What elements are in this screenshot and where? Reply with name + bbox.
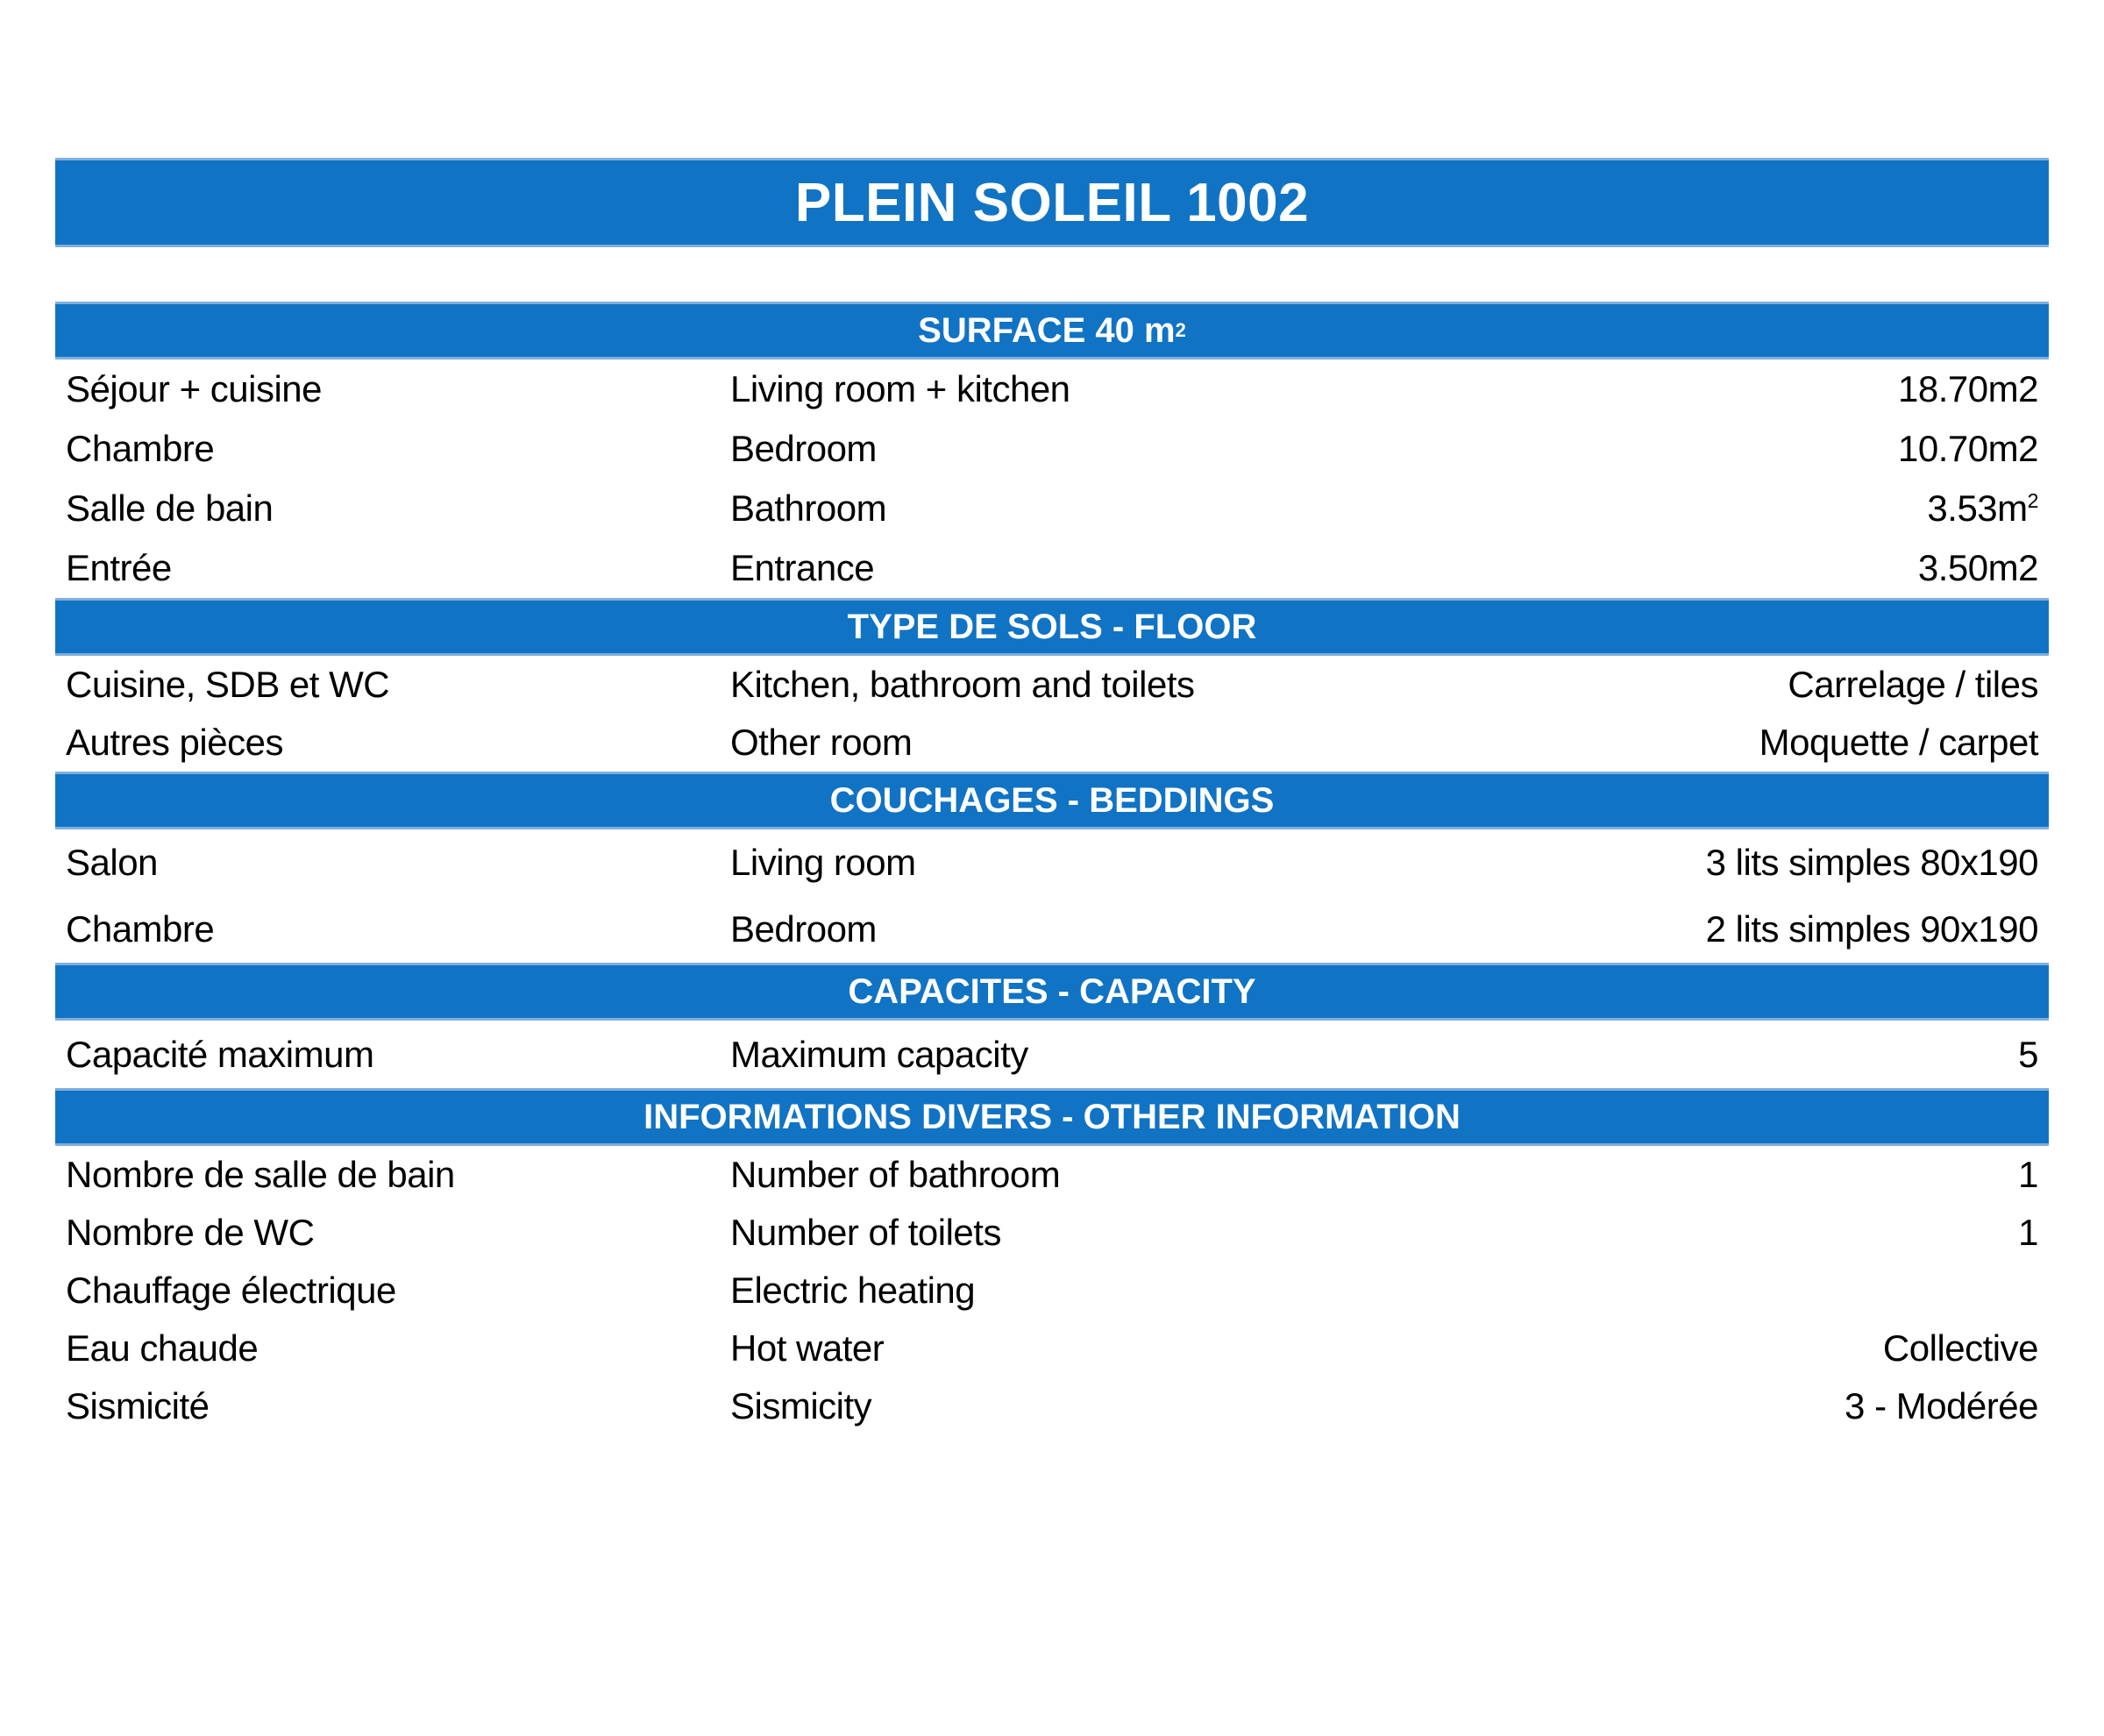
section-header-label: COUCHAGES - BEDDINGS (829, 780, 1275, 820)
section-floor (55, 598, 2049, 772)
row-label-en: Entrance (730, 547, 875, 588)
row-value: 1 (2018, 1212, 2038, 1253)
row-label-fr: Cuisine, SDB et WC (66, 664, 390, 705)
row-label-fr: Nombre de WC (66, 1212, 315, 1253)
section-header-label: CAPACITES - CAPACITY (848, 971, 1256, 1011)
row-value: 3 - Modérée (1845, 1385, 2038, 1427)
row-value: 1 (2018, 1154, 2038, 1195)
row-value: 18.70m2 (1898, 368, 2038, 409)
page-title: PLEIN SOLEIL 1002 (794, 172, 1310, 233)
section-rows (55, 1146, 2049, 1435)
row-label-fr: Sismicité (66, 1385, 210, 1427)
row-label-en: Kitchen, bathroom and toilets (730, 664, 1195, 705)
row-label-fr: Autres pièces (66, 722, 283, 763)
row-label-en: Number of bathroom (730, 1154, 1061, 1195)
row-label-en: Bathroom (730, 487, 887, 529)
section-rows (55, 829, 2049, 963)
row-value: Carrelage / tiles (1788, 664, 2038, 705)
row-label-fr: Salle de bain (66, 487, 274, 529)
row-label-en: Electric heating (730, 1270, 976, 1311)
row-label-fr: Chauffage électrique (66, 1270, 396, 1311)
section-other-information (55, 1088, 2049, 1435)
table-row (55, 1377, 2049, 1435)
table-row (55, 1021, 2049, 1088)
section-rows (55, 359, 2049, 598)
table-row (55, 896, 2049, 963)
row-label-fr: Eau chaude (66, 1327, 259, 1369)
row-value-superscript: 2 (2027, 489, 2038, 512)
row-label-fr: Chambre (66, 428, 215, 469)
table-row (55, 1204, 2049, 1262)
row-value: Moquette / carpet (1759, 722, 2038, 763)
table-row (55, 714, 2049, 772)
row-label-fr: Nombre de salle de bain (66, 1154, 455, 1195)
section-header-other-information (55, 1088, 2049, 1146)
row-label-fr: Salon (66, 842, 158, 883)
table-row (55, 1320, 2049, 1377)
title-bar (55, 158, 2049, 247)
section-header-capacity (55, 963, 2049, 1021)
row-value: 2 lits simples 90x190 (1705, 908, 2038, 950)
table-row (55, 1262, 2049, 1320)
row-value: 3.50m2 (1917, 547, 2038, 588)
row-label-en: Number of toilets (730, 1212, 1001, 1253)
apartment-fact-sheet (55, 158, 2049, 1435)
section-header-label: INFORMATIONS DIVERS - OTHER INFORMATION (643, 1097, 1461, 1136)
row-label-en: Bedroom (730, 428, 877, 469)
row-label-en: Other room (730, 722, 913, 763)
table-row (55, 656, 2049, 714)
row-label-fr: Entrée (66, 547, 172, 588)
row-value: 10.70m2 (1898, 428, 2038, 469)
section-header-label: SURFACE 40 m (918, 310, 1176, 350)
row-value: 5 (2018, 1033, 2038, 1075)
table-row (55, 829, 2049, 896)
section-header-label: TYPE DE SOLS - FLOOR (847, 607, 1257, 646)
row-label-en: Hot water (730, 1327, 885, 1369)
sections-container (55, 302, 2049, 1435)
row-label-en: Living room + kitchen (730, 368, 1070, 409)
table-row (55, 359, 2049, 419)
section-rows (55, 656, 2049, 772)
section-header-beddings (55, 772, 2049, 829)
row-value: $3.53m^2$ (1927, 487, 2038, 529)
row-value: Collective (1882, 1327, 2038, 1369)
table-row (55, 538, 2049, 598)
row-label-en: Maximum capacity (730, 1033, 1028, 1075)
table-row (55, 419, 2049, 479)
row-label-fr: Capacité maximum (66, 1033, 374, 1075)
table-row (55, 1146, 2049, 1204)
section-beddings (55, 772, 2049, 963)
row-value: 3 lits simples 80x190 (1705, 842, 2038, 883)
section-capacity (55, 963, 2049, 1088)
row-label-fr: Séjour + cuisine (66, 368, 323, 409)
row-label-en: Living room (730, 842, 916, 883)
section-header-surface: SURFACE 40 m 2 (55, 302, 2049, 359)
section-surface (55, 302, 2049, 598)
row-label-fr: Chambre (66, 908, 215, 950)
row-label-en: Bedroom (730, 908, 877, 950)
document-page (0, 158, 2104, 1736)
section-header-floor (55, 598, 2049, 656)
table-row (55, 479, 2049, 538)
row-label-en: Sismicity (730, 1385, 872, 1427)
section-rows (55, 1021, 2049, 1088)
